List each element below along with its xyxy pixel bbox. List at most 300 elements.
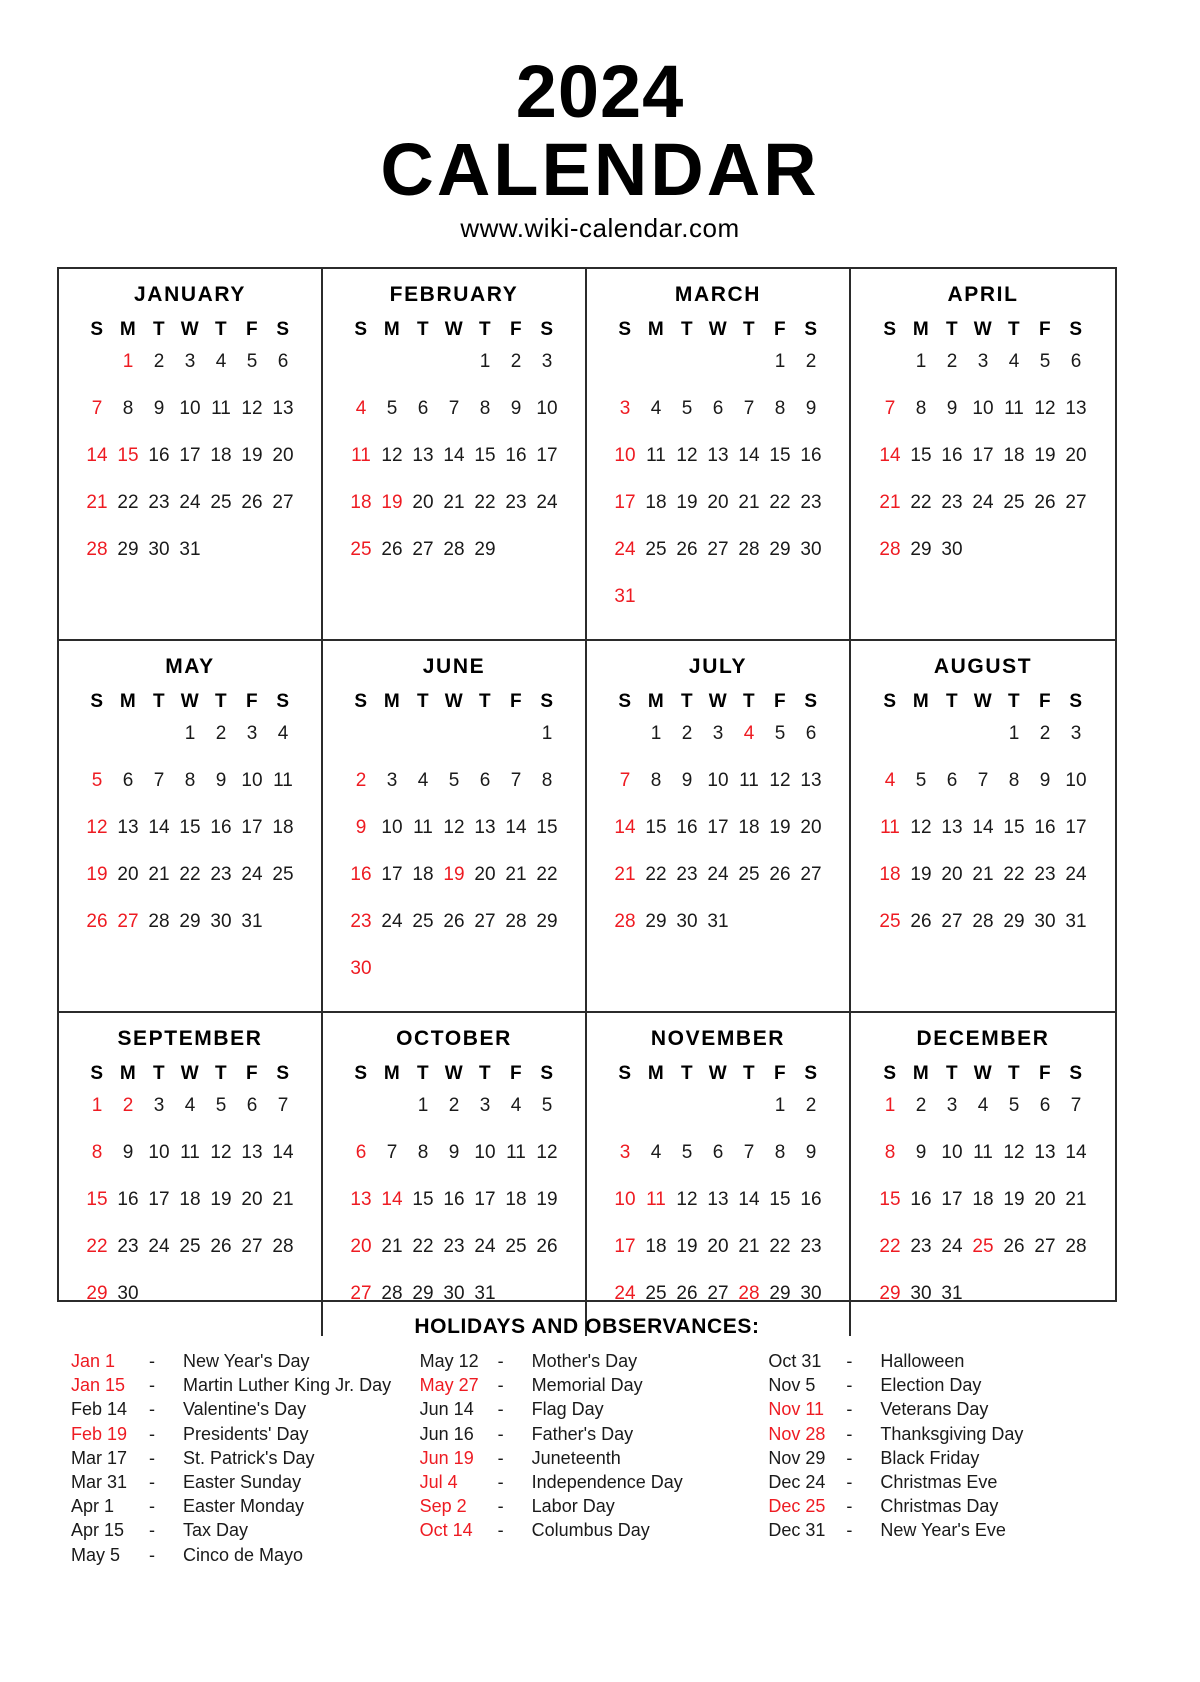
day-cell[interactable]: 16 bbox=[800, 445, 822, 466]
day-cell[interactable]: 11 bbox=[739, 770, 759, 791]
day-cell[interactable]: 25 bbox=[412, 911, 434, 932]
day-cell[interactable]: 9 bbox=[448, 1142, 460, 1163]
day-cell[interactable]: 5 bbox=[91, 770, 103, 791]
day-cell[interactable]: 5 bbox=[681, 1142, 693, 1163]
day-cell[interactable]: 10 bbox=[707, 770, 729, 791]
day-cell[interactable]: 28 bbox=[738, 539, 760, 560]
day-cell[interactable]: 6 bbox=[712, 398, 724, 419]
day-cell[interactable]: 10 bbox=[972, 398, 994, 419]
day-cell[interactable]: 6 bbox=[277, 351, 289, 372]
day-cell[interactable]: 29 bbox=[536, 911, 558, 932]
day-cell[interactable]: 16 bbox=[910, 1189, 932, 1210]
day-cell[interactable]: 20 bbox=[350, 1236, 372, 1257]
day-cell[interactable]: 13 bbox=[412, 445, 434, 466]
day-cell[interactable]: 27 bbox=[412, 539, 434, 560]
day-cell[interactable]: 6 bbox=[479, 770, 491, 791]
day-cell[interactable]: 2 bbox=[1039, 723, 1051, 744]
day-cell[interactable]: 30 bbox=[676, 911, 698, 932]
day-cell[interactable]: 31 bbox=[941, 1283, 963, 1304]
day-cell[interactable]: 25 bbox=[879, 911, 901, 932]
day-cell[interactable]: 25 bbox=[645, 1283, 667, 1304]
day-cell[interactable]: 4 bbox=[184, 1095, 196, 1116]
day-cell[interactable]: 2 bbox=[681, 723, 693, 744]
day-cell[interactable]: 3 bbox=[153, 1095, 165, 1116]
day-cell[interactable]: 4 bbox=[417, 770, 429, 791]
day-cell[interactable]: 28 bbox=[505, 911, 527, 932]
day-cell[interactable]: 1 bbox=[650, 723, 662, 744]
day-cell[interactable]: 23 bbox=[148, 492, 170, 513]
day-cell[interactable]: 1 bbox=[884, 1095, 896, 1116]
day-cell[interactable]: 21 bbox=[443, 492, 465, 513]
day-cell[interactable]: 12 bbox=[676, 445, 698, 466]
day-cell[interactable]: 12 bbox=[910, 817, 932, 838]
day-cell[interactable]: 19 bbox=[443, 864, 465, 885]
day-cell[interactable]: 14 bbox=[443, 445, 465, 466]
day-cell[interactable]: 20 bbox=[1034, 1189, 1056, 1210]
day-cell[interactable]: 16 bbox=[443, 1189, 465, 1210]
day-cell[interactable]: 21 bbox=[738, 492, 760, 513]
day-cell[interactable]: 25 bbox=[645, 539, 667, 560]
day-cell[interactable]: 9 bbox=[153, 398, 165, 419]
day-cell[interactable]: 16 bbox=[1034, 817, 1056, 838]
day-cell[interactable]: 4 bbox=[977, 1095, 989, 1116]
day-cell[interactable]: 27 bbox=[707, 1283, 729, 1304]
day-cell[interactable]: 17 bbox=[614, 1236, 636, 1257]
day-cell[interactable]: 27 bbox=[241, 1236, 263, 1257]
day-cell[interactable]: 24 bbox=[381, 911, 403, 932]
day-cell[interactable]: 1 bbox=[774, 1095, 786, 1116]
day-cell[interactable]: 1 bbox=[91, 1095, 103, 1116]
day-cell[interactable]: 5 bbox=[681, 398, 693, 419]
day-cell[interactable]: 19 bbox=[676, 1236, 698, 1257]
day-cell[interactable]: 5 bbox=[386, 398, 398, 419]
day-cell[interactable]: 7 bbox=[619, 770, 631, 791]
day-cell[interactable]: 4 bbox=[215, 351, 227, 372]
day-cell[interactable]: 21 bbox=[738, 1236, 760, 1257]
day-cell[interactable]: 28 bbox=[381, 1283, 403, 1304]
day-cell[interactable]: 2 bbox=[946, 351, 958, 372]
day-cell[interactable]: 17 bbox=[381, 864, 403, 885]
day-cell[interactable]: 3 bbox=[619, 1142, 631, 1163]
day-cell[interactable]: 21 bbox=[972, 864, 994, 885]
day-cell[interactable]: 19 bbox=[210, 1189, 232, 1210]
day-cell[interactable]: 9 bbox=[805, 398, 817, 419]
day-cell[interactable]: 8 bbox=[184, 770, 196, 791]
day-cell[interactable]: 22 bbox=[769, 1236, 791, 1257]
day-cell[interactable]: 24 bbox=[614, 539, 636, 560]
day-cell[interactable]: 18 bbox=[879, 864, 901, 885]
day-cell[interactable]: 11 bbox=[413, 817, 433, 838]
day-cell[interactable]: 21 bbox=[614, 864, 636, 885]
day-cell[interactable]: 12 bbox=[443, 817, 465, 838]
day-cell[interactable]: 16 bbox=[676, 817, 698, 838]
day-cell[interactable]: 20 bbox=[707, 1236, 729, 1257]
day-cell[interactable]: 20 bbox=[941, 864, 963, 885]
day-cell[interactable]: 29 bbox=[179, 911, 201, 932]
day-cell[interactable]: 26 bbox=[676, 1283, 698, 1304]
day-cell[interactable]: 18 bbox=[210, 445, 232, 466]
day-cell[interactable]: 1 bbox=[1008, 723, 1020, 744]
day-cell[interactable]: 23 bbox=[443, 1236, 465, 1257]
day-cell[interactable]: 16 bbox=[800, 1189, 822, 1210]
day-cell[interactable]: 4 bbox=[277, 723, 289, 744]
day-cell[interactable]: 30 bbox=[117, 1283, 139, 1304]
day-cell[interactable]: 27 bbox=[272, 492, 294, 513]
day-cell[interactable]: 19 bbox=[381, 492, 403, 513]
day-cell[interactable]: 26 bbox=[910, 911, 932, 932]
day-cell[interactable]: 25 bbox=[738, 864, 760, 885]
day-cell[interactable]: 15 bbox=[474, 445, 496, 466]
day-cell[interactable]: 11 bbox=[506, 1142, 526, 1163]
day-cell[interactable]: 17 bbox=[536, 445, 558, 466]
day-cell[interactable]: 15 bbox=[769, 1189, 791, 1210]
day-cell[interactable]: 8 bbox=[1008, 770, 1020, 791]
day-cell[interactable]: 30 bbox=[1034, 911, 1056, 932]
day-cell[interactable]: 26 bbox=[381, 539, 403, 560]
day-cell[interactable]: 27 bbox=[800, 864, 822, 885]
day-cell[interactable]: 15 bbox=[117, 445, 139, 466]
day-cell[interactable]: 2 bbox=[448, 1095, 460, 1116]
day-cell[interactable]: 9 bbox=[946, 398, 958, 419]
day-cell[interactable]: 7 bbox=[743, 1142, 755, 1163]
day-cell[interactable]: 29 bbox=[86, 1283, 108, 1304]
day-cell[interactable]: 18 bbox=[972, 1189, 994, 1210]
day-cell[interactable]: 20 bbox=[1065, 445, 1087, 466]
day-cell[interactable]: 5 bbox=[1008, 1095, 1020, 1116]
day-cell[interactable]: 3 bbox=[184, 351, 196, 372]
day-cell[interactable]: 13 bbox=[707, 445, 729, 466]
day-cell[interactable]: 29 bbox=[117, 539, 139, 560]
day-cell[interactable]: 18 bbox=[1003, 445, 1025, 466]
day-cell[interactable]: 12 bbox=[381, 445, 403, 466]
day-cell[interactable]: 30 bbox=[941, 539, 963, 560]
day-cell[interactable]: 23 bbox=[1034, 864, 1056, 885]
day-cell[interactable]: 8 bbox=[417, 1142, 429, 1163]
day-cell[interactable]: 3 bbox=[246, 723, 258, 744]
day-cell[interactable]: 18 bbox=[505, 1189, 527, 1210]
day-cell[interactable]: 19 bbox=[676, 492, 698, 513]
day-cell[interactable]: 15 bbox=[1003, 817, 1025, 838]
day-cell[interactable]: 20 bbox=[474, 864, 496, 885]
day-cell[interactable]: 14 bbox=[738, 1189, 760, 1210]
day-cell[interactable]: 14 bbox=[614, 817, 636, 838]
day-cell[interactable]: 17 bbox=[614, 492, 636, 513]
day-cell[interactable]: 5 bbox=[541, 1095, 553, 1116]
day-cell[interactable]: 10 bbox=[614, 445, 636, 466]
day-cell[interactable]: 17 bbox=[241, 817, 263, 838]
day-cell[interactable]: 24 bbox=[179, 492, 201, 513]
day-cell[interactable]: 26 bbox=[443, 911, 465, 932]
day-cell[interactable]: 5 bbox=[215, 1095, 227, 1116]
day-cell[interactable]: 18 bbox=[645, 1236, 667, 1257]
day-cell[interactable]: 5 bbox=[246, 351, 258, 372]
day-cell[interactable]: 24 bbox=[474, 1236, 496, 1257]
day-cell[interactable]: 12 bbox=[86, 817, 108, 838]
day-cell[interactable]: 3 bbox=[1070, 723, 1082, 744]
day-cell[interactable]: 12 bbox=[241, 398, 263, 419]
day-cell[interactable]: 10 bbox=[148, 1142, 170, 1163]
day-cell[interactable]: 10 bbox=[1065, 770, 1087, 791]
day-cell[interactable]: 4 bbox=[510, 1095, 522, 1116]
day-cell[interactable]: 19 bbox=[769, 817, 791, 838]
day-cell[interactable]: 30 bbox=[910, 1283, 932, 1304]
day-cell[interactable]: 9 bbox=[215, 770, 227, 791]
day-cell[interactable]: 27 bbox=[474, 911, 496, 932]
day-cell[interactable]: 31 bbox=[241, 911, 263, 932]
day-cell[interactable]: 24 bbox=[1065, 864, 1087, 885]
day-cell[interactable]: 11 bbox=[211, 398, 231, 419]
day-cell[interactable]: 3 bbox=[386, 770, 398, 791]
day-cell[interactable]: 2 bbox=[510, 351, 522, 372]
day-cell[interactable]: 17 bbox=[707, 817, 729, 838]
day-cell[interactable]: 5 bbox=[1039, 351, 1051, 372]
day-cell[interactable]: 30 bbox=[148, 539, 170, 560]
day-cell[interactable]: 9 bbox=[355, 817, 367, 838]
day-cell[interactable]: 28 bbox=[879, 539, 901, 560]
day-cell[interactable]: 21 bbox=[148, 864, 170, 885]
day-cell[interactable]: 3 bbox=[712, 723, 724, 744]
day-cell[interactable]: 28 bbox=[972, 911, 994, 932]
day-cell[interactable]: 15 bbox=[645, 817, 667, 838]
day-cell[interactable]: 17 bbox=[972, 445, 994, 466]
day-cell[interactable]: 8 bbox=[479, 398, 491, 419]
day-cell[interactable]: 16 bbox=[350, 864, 372, 885]
day-cell[interactable]: 18 bbox=[412, 864, 434, 885]
day-cell[interactable]: 13 bbox=[1034, 1142, 1056, 1163]
day-cell[interactable]: 24 bbox=[707, 864, 729, 885]
day-cell[interactable]: 1 bbox=[541, 723, 553, 744]
day-cell[interactable]: 7 bbox=[884, 398, 896, 419]
day-cell[interactable]: 8 bbox=[774, 398, 786, 419]
day-cell[interactable]: 21 bbox=[1065, 1189, 1087, 1210]
day-cell[interactable]: 7 bbox=[743, 398, 755, 419]
day-cell[interactable]: 22 bbox=[117, 492, 139, 513]
day-cell[interactable]: 1 bbox=[417, 1095, 429, 1116]
day-cell[interactable]: 20 bbox=[272, 445, 294, 466]
day-cell[interactable]: 15 bbox=[412, 1189, 434, 1210]
day-cell[interactable]: 14 bbox=[972, 817, 994, 838]
day-cell[interactable]: 27 bbox=[941, 911, 963, 932]
day-cell[interactable]: 11 bbox=[351, 445, 371, 466]
day-cell[interactable]: 14 bbox=[505, 817, 527, 838]
day-cell[interactable]: 10 bbox=[536, 398, 558, 419]
day-cell[interactable]: 3 bbox=[977, 351, 989, 372]
day-cell[interactable]: 30 bbox=[800, 1283, 822, 1304]
day-cell[interactable]: 31 bbox=[474, 1283, 496, 1304]
day-cell[interactable]: 8 bbox=[884, 1142, 896, 1163]
day-cell[interactable]: 27 bbox=[707, 539, 729, 560]
day-cell[interactable]: 2 bbox=[915, 1095, 927, 1116]
day-cell[interactable]: 14 bbox=[381, 1189, 403, 1210]
day-cell[interactable]: 23 bbox=[505, 492, 527, 513]
day-cell[interactable]: 17 bbox=[474, 1189, 496, 1210]
day-cell[interactable]: 13 bbox=[1065, 398, 1087, 419]
day-cell[interactable]: 4 bbox=[355, 398, 367, 419]
day-cell[interactable]: 19 bbox=[910, 864, 932, 885]
day-cell[interactable]: 23 bbox=[210, 864, 232, 885]
day-cell[interactable]: 24 bbox=[536, 492, 558, 513]
day-cell[interactable]: 30 bbox=[210, 911, 232, 932]
day-cell[interactable]: 7 bbox=[386, 1142, 398, 1163]
day-cell[interactable]: 6 bbox=[1039, 1095, 1051, 1116]
day-cell[interactable]: 14 bbox=[738, 445, 760, 466]
day-cell[interactable]: 29 bbox=[769, 1283, 791, 1304]
day-cell[interactable]: 29 bbox=[645, 911, 667, 932]
day-cell[interactable]: 22 bbox=[769, 492, 791, 513]
day-cell[interactable]: 3 bbox=[946, 1095, 958, 1116]
day-cell[interactable]: 27 bbox=[350, 1283, 372, 1304]
day-cell[interactable]: 23 bbox=[910, 1236, 932, 1257]
day-cell[interactable]: 26 bbox=[241, 492, 263, 513]
day-cell[interactable]: 2 bbox=[122, 1095, 134, 1116]
day-cell[interactable]: 24 bbox=[241, 864, 263, 885]
day-cell[interactable]: 13 bbox=[117, 817, 139, 838]
day-cell[interactable]: 20 bbox=[241, 1189, 263, 1210]
day-cell[interactable]: 14 bbox=[148, 817, 170, 838]
day-cell[interactable]: 15 bbox=[179, 817, 201, 838]
day-cell[interactable]: 29 bbox=[769, 539, 791, 560]
day-cell[interactable]: 6 bbox=[805, 723, 817, 744]
day-cell[interactable]: 18 bbox=[645, 492, 667, 513]
day-cell[interactable]: 18 bbox=[350, 492, 372, 513]
day-cell[interactable]: 26 bbox=[210, 1236, 232, 1257]
day-cell[interactable]: 26 bbox=[86, 911, 108, 932]
day-cell[interactable]: 25 bbox=[1003, 492, 1025, 513]
day-cell[interactable]: 31 bbox=[179, 539, 201, 560]
day-cell[interactable]: 12 bbox=[1003, 1142, 1025, 1163]
day-cell[interactable]: 16 bbox=[148, 445, 170, 466]
day-cell[interactable]: 15 bbox=[536, 817, 558, 838]
day-cell[interactable]: 3 bbox=[619, 398, 631, 419]
day-cell[interactable]: 18 bbox=[179, 1189, 201, 1210]
day-cell[interactable]: 13 bbox=[241, 1142, 263, 1163]
day-cell[interactable]: 7 bbox=[153, 770, 165, 791]
day-cell[interactable]: 2 bbox=[805, 351, 817, 372]
day-cell[interactable]: 12 bbox=[769, 770, 791, 791]
day-cell[interactable]: 21 bbox=[879, 492, 901, 513]
day-cell[interactable]: 8 bbox=[122, 398, 134, 419]
day-cell[interactable]: 7 bbox=[510, 770, 522, 791]
day-cell[interactable]: 12 bbox=[1034, 398, 1056, 419]
day-cell[interactable]: 10 bbox=[179, 398, 201, 419]
day-cell[interactable]: 5 bbox=[448, 770, 460, 791]
day-cell[interactable]: 29 bbox=[412, 1283, 434, 1304]
day-cell[interactable]: 16 bbox=[210, 817, 232, 838]
day-cell[interactable]: 1 bbox=[122, 351, 134, 372]
day-cell[interactable]: 11 bbox=[646, 445, 666, 466]
day-cell[interactable]: 23 bbox=[350, 911, 372, 932]
day-cell[interactable]: 9 bbox=[122, 1142, 134, 1163]
day-cell[interactable]: 7 bbox=[91, 398, 103, 419]
day-cell[interactable]: 1 bbox=[184, 723, 196, 744]
day-cell[interactable]: 11 bbox=[880, 817, 900, 838]
day-cell[interactable]: 16 bbox=[117, 1189, 139, 1210]
day-cell[interactable]: 25 bbox=[179, 1236, 201, 1257]
day-cell[interactable]: 31 bbox=[707, 911, 729, 932]
day-cell[interactable]: 14 bbox=[86, 445, 108, 466]
day-cell[interactable]: 6 bbox=[246, 1095, 258, 1116]
day-cell[interactable]: 13 bbox=[272, 398, 294, 419]
day-cell[interactable]: 24 bbox=[614, 1283, 636, 1304]
day-cell[interactable]: 19 bbox=[1003, 1189, 1025, 1210]
day-cell[interactable]: 13 bbox=[941, 817, 963, 838]
day-cell[interactable]: 5 bbox=[915, 770, 927, 791]
day-cell[interactable]: 26 bbox=[1034, 492, 1056, 513]
day-cell[interactable]: 16 bbox=[941, 445, 963, 466]
day-cell[interactable]: 9 bbox=[805, 1142, 817, 1163]
day-cell[interactable]: 19 bbox=[536, 1189, 558, 1210]
day-cell[interactable]: 7 bbox=[977, 770, 989, 791]
day-cell[interactable]: 1 bbox=[774, 351, 786, 372]
day-cell[interactable]: 19 bbox=[86, 864, 108, 885]
day-cell[interactable]: 26 bbox=[769, 864, 791, 885]
day-cell[interactable]: 14 bbox=[879, 445, 901, 466]
day-cell[interactable]: 6 bbox=[712, 1142, 724, 1163]
day-cell[interactable]: 18 bbox=[738, 817, 760, 838]
day-cell[interactable]: 1 bbox=[479, 351, 491, 372]
day-cell[interactable]: 6 bbox=[946, 770, 958, 791]
day-cell[interactable]: 19 bbox=[241, 445, 263, 466]
day-cell[interactable]: 7 bbox=[277, 1095, 289, 1116]
day-cell[interactable]: 31 bbox=[1065, 911, 1087, 932]
day-cell[interactable]: 21 bbox=[272, 1189, 294, 1210]
day-cell[interactable]: 15 bbox=[769, 445, 791, 466]
day-cell[interactable]: 13 bbox=[707, 1189, 729, 1210]
day-cell[interactable]: 11 bbox=[1004, 398, 1024, 419]
day-cell[interactable]: 10 bbox=[614, 1189, 636, 1210]
day-cell[interactable]: 15 bbox=[910, 445, 932, 466]
day-cell[interactable]: 8 bbox=[650, 770, 662, 791]
day-cell[interactable]: 4 bbox=[650, 398, 662, 419]
day-cell[interactable]: 23 bbox=[800, 492, 822, 513]
day-cell[interactable]: 22 bbox=[412, 1236, 434, 1257]
day-cell[interactable]: 20 bbox=[412, 492, 434, 513]
day-cell[interactable]: 24 bbox=[941, 1236, 963, 1257]
day-cell[interactable]: 14 bbox=[1065, 1142, 1087, 1163]
day-cell[interactable]: 15 bbox=[86, 1189, 108, 1210]
day-cell[interactable]: 11 bbox=[273, 770, 293, 791]
day-cell[interactable]: 23 bbox=[800, 1236, 822, 1257]
day-cell[interactable]: 30 bbox=[350, 958, 372, 979]
day-cell[interactable]: 17 bbox=[148, 1189, 170, 1210]
day-cell[interactable]: 20 bbox=[117, 864, 139, 885]
day-cell[interactable]: 10 bbox=[941, 1142, 963, 1163]
day-cell[interactable]: 4 bbox=[743, 723, 755, 744]
day-cell[interactable]: 25 bbox=[350, 539, 372, 560]
day-cell[interactable]: 17 bbox=[179, 445, 201, 466]
day-cell[interactable]: 17 bbox=[941, 1189, 963, 1210]
day-cell[interactable]: 22 bbox=[179, 864, 201, 885]
day-cell[interactable]: 23 bbox=[941, 492, 963, 513]
day-cell[interactable]: 25 bbox=[272, 864, 294, 885]
day-cell[interactable]: 6 bbox=[355, 1142, 367, 1163]
day-cell[interactable]: 22 bbox=[910, 492, 932, 513]
day-cell[interactable]: 10 bbox=[474, 1142, 496, 1163]
day-cell[interactable]: 22 bbox=[86, 1236, 108, 1257]
day-cell[interactable]: 30 bbox=[800, 539, 822, 560]
day-cell[interactable]: 9 bbox=[681, 770, 693, 791]
day-cell[interactable]: 28 bbox=[272, 1236, 294, 1257]
day-cell[interactable]: 20 bbox=[800, 817, 822, 838]
day-cell[interactable]: 25 bbox=[972, 1236, 994, 1257]
day-cell[interactable]: 9 bbox=[1039, 770, 1051, 791]
day-cell[interactable]: 10 bbox=[381, 817, 403, 838]
day-cell[interactable]: 8 bbox=[774, 1142, 786, 1163]
day-cell[interactable]: 28 bbox=[738, 1283, 760, 1304]
day-cell[interactable]: 24 bbox=[972, 492, 994, 513]
day-cell[interactable]: 14 bbox=[272, 1142, 294, 1163]
day-cell[interactable]: 9 bbox=[915, 1142, 927, 1163]
